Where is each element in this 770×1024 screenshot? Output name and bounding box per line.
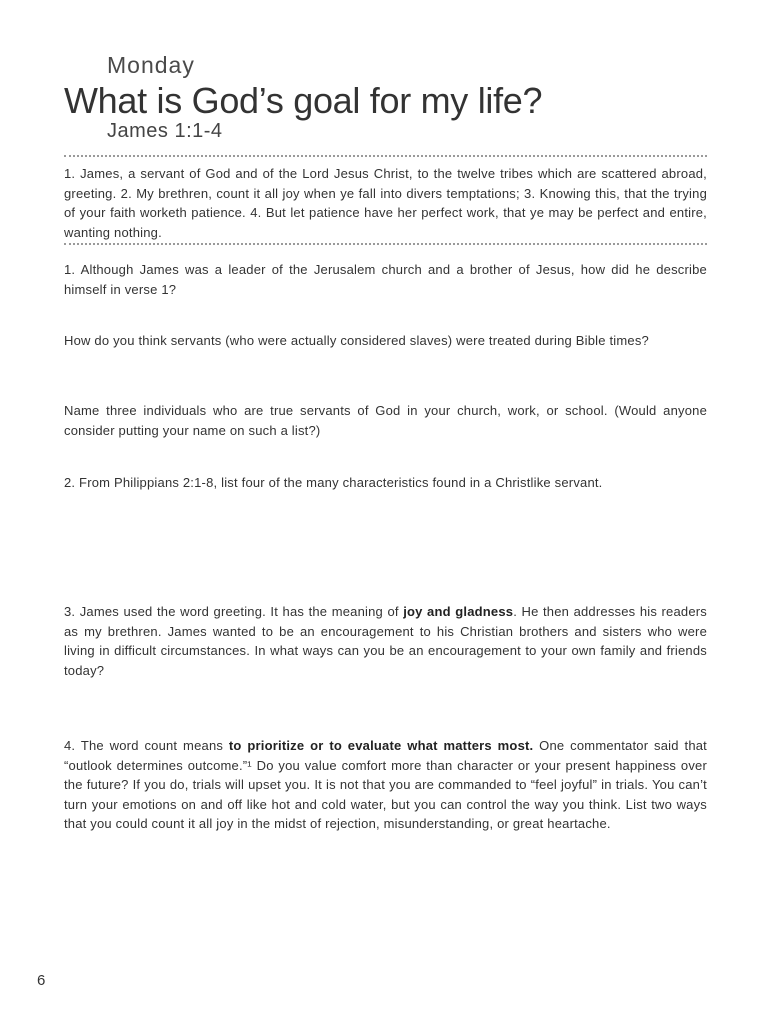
question-3-text-end: . He then addresses his readers as my brethren. James wanted to be an encouragement to his Christian brothers and sisters who were living in difficult circumstances. In what ways can you be an encouragement to your own family and friends today? bbox=[64, 604, 707, 678]
question-1c: Name three individuals who are true servants of God in your church, work, or school. (Would anyone consider putting your name on such a list?) bbox=[64, 403, 707, 438]
question-1b: How do you think servants (who were actually considered slaves) were treated during Bible times? bbox=[64, 333, 649, 348]
page-title: What is God’s goal for my life? bbox=[64, 80, 543, 121]
question-4-text-end: One commentator said that “outlook determines outcome.”¹ Do you value comfort more than character or your present happiness over the future? If you do, trials will upset you. It is not that you are commanded to “feel joyful” in trials. You can’t turn your emotions on and off like hot and cold water, but you can control the way you think. List two ways that you could count it all joy in the midst of rejection, misunderstanding, or great heartache. bbox=[64, 738, 707, 831]
question-4-text-start: 4. The word count means bbox=[64, 738, 229, 753]
scripture-reference: James 1:1-4 bbox=[107, 120, 223, 142]
question-3 bbox=[64, 602, 707, 680]
question-3-emphasis: joy and gladness bbox=[403, 604, 514, 619]
question-3-text-start: 3. James used the word greeting. It has the meaning of bbox=[64, 604, 404, 619]
dotted-divider-bottom bbox=[64, 243, 707, 245]
question-2: 2. From Philippians 2:1-8, list four of the many characteristics found in a Christlike servant. bbox=[64, 475, 603, 490]
question-4 bbox=[64, 736, 707, 834]
page-number: 6 bbox=[37, 972, 46, 989]
question-4-emphasis: to prioritize or to evaluate what matters most. bbox=[228, 738, 534, 753]
day-label: Monday bbox=[107, 52, 195, 78]
scripture-passage: 1. James, a servant of God and of the Lord Jesus Christ, to the twelve tribes which are scattered abroad, greeting. 2. My brethren, count it all joy when ye fall into divers temptations; 3. Knowing this, that the trying of your faith worketh patience. 4. But let patience have her perfect work, that ye may be perfect and entire, wanting nothing. bbox=[64, 166, 707, 240]
question-1: 1. Although James was a leader of the Jerusalem church and a brother of Jesus, how did he describe himself in verse 1? bbox=[64, 262, 707, 297]
dotted-divider-top bbox=[64, 155, 707, 157]
